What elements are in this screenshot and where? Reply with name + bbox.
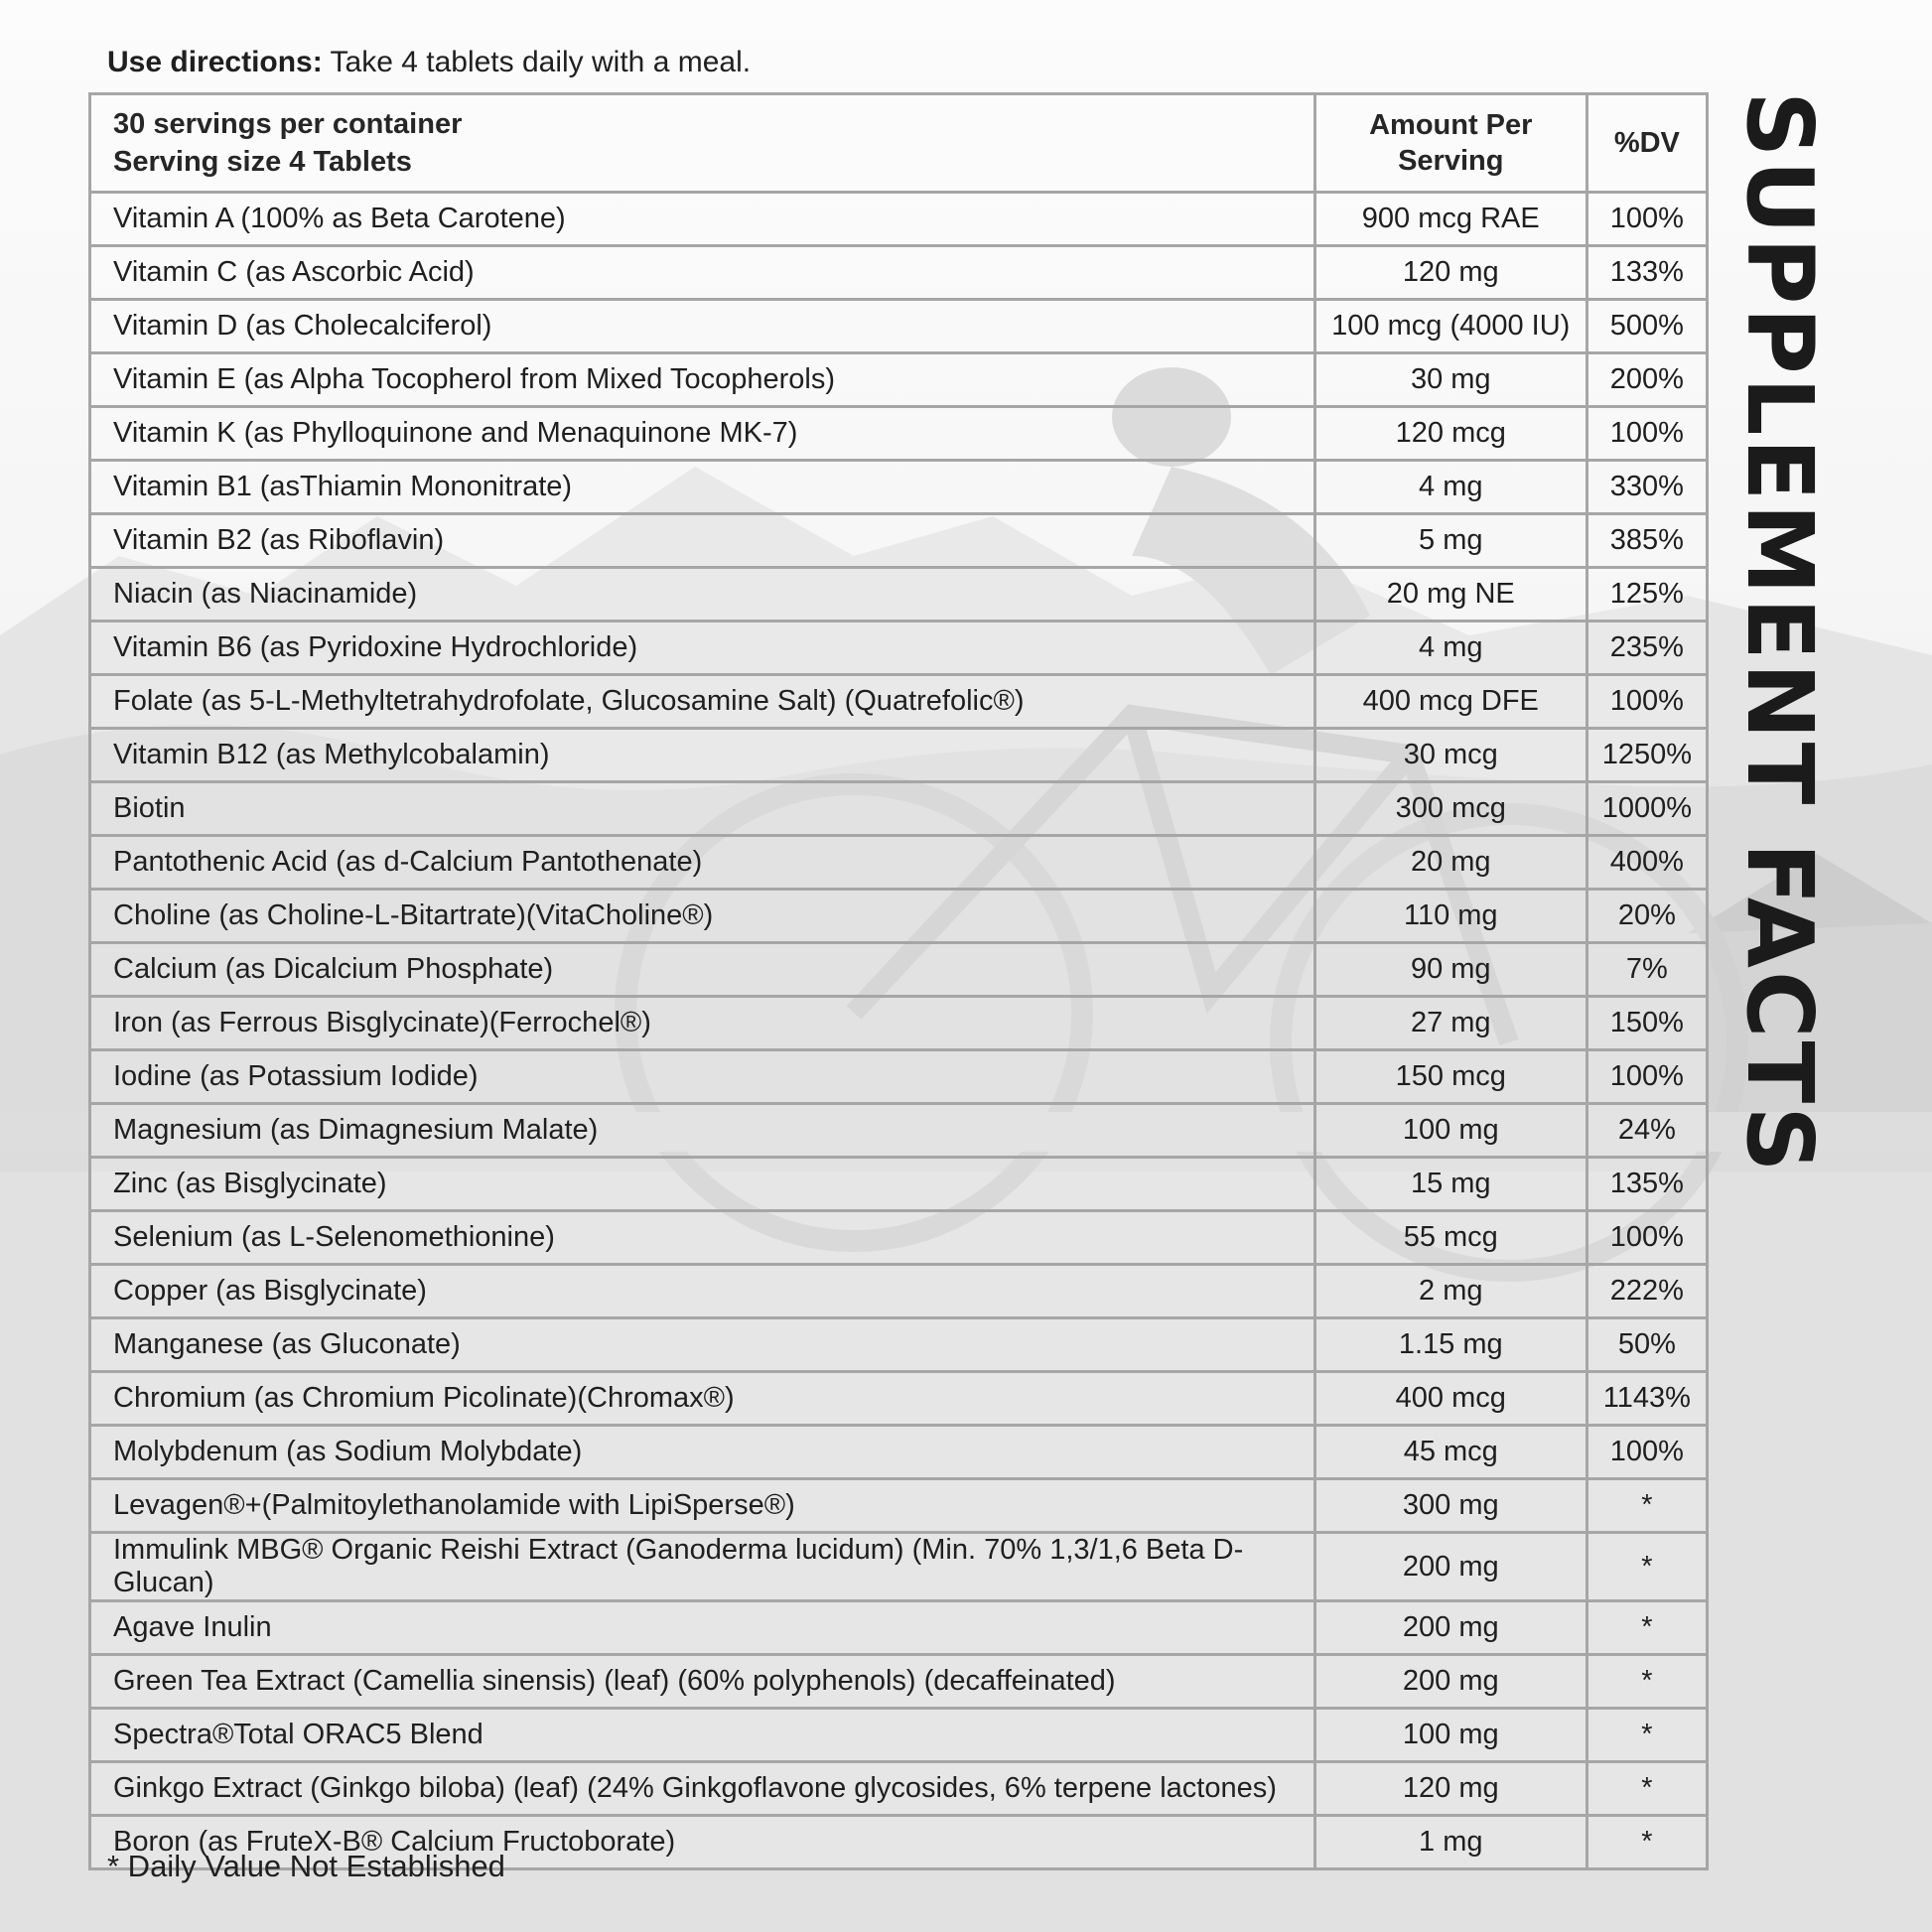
table-row bbox=[90, 1709, 1708, 1762]
daily-value: 1250% bbox=[1587, 729, 1707, 782]
nutrient-name: Selenium (as L-Selenomethionine) bbox=[90, 1211, 1315, 1265]
table-row bbox=[90, 1533, 1708, 1601]
table-row bbox=[90, 1762, 1708, 1816]
table-row bbox=[90, 675, 1708, 729]
nutrient-name: Chromium (as Chromium Picolinate)(Chromax®) bbox=[90, 1372, 1315, 1426]
table-row bbox=[90, 1601, 1708, 1655]
table-row bbox=[90, 1050, 1708, 1104]
amount-per-serving: 90 mg bbox=[1314, 943, 1587, 997]
daily-value: * bbox=[1587, 1479, 1707, 1533]
daily-value: 100% bbox=[1587, 1050, 1707, 1104]
nutrient-name: Vitamin E (as Alpha Tocopherol from Mixed Tocopherols) bbox=[90, 353, 1315, 407]
nutrient-name: Calcium (as Dicalcium Phosphate) bbox=[90, 943, 1315, 997]
use-directions-text: Take 4 tablets daily with a meal. bbox=[322, 46, 752, 78]
table-row bbox=[90, 568, 1708, 621]
facts-table-body bbox=[90, 193, 1708, 1869]
amount-per-serving: 1 mg bbox=[1314, 1816, 1587, 1869]
daily-value: 100% bbox=[1587, 407, 1707, 461]
amount-per-serving: 400 mcg DFE bbox=[1314, 675, 1587, 729]
nutrient-name: Vitamin D (as Cholecalciferol) bbox=[90, 300, 1315, 353]
amount-per-serving: 20 mg NE bbox=[1314, 568, 1587, 621]
amount-per-serving: 400 mcg bbox=[1314, 1372, 1587, 1426]
nutrient-name: Levagen®+(Palmitoylethanolamide with LipiSperse®) bbox=[90, 1479, 1315, 1533]
table-row bbox=[90, 943, 1708, 997]
nutrient-name: Spectra®Total ORAC5 Blend bbox=[90, 1709, 1315, 1762]
amount-per-serving: 4 mg bbox=[1314, 461, 1587, 514]
nutrient-name: Vitamin A (100% as Beta Carotene) bbox=[90, 193, 1315, 246]
nutrient-name: Folate (as 5-L-Methyltetrahydrofolate, Glucosamine Salt) (Quatrefolic®) bbox=[90, 675, 1315, 729]
amount-per-serving: 100 mg bbox=[1314, 1104, 1587, 1158]
daily-value: 222% bbox=[1587, 1265, 1707, 1318]
supplement-facts-table bbox=[88, 92, 1709, 1870]
daily-value: 100% bbox=[1587, 1211, 1707, 1265]
daily-value: 135% bbox=[1587, 1158, 1707, 1211]
table-row bbox=[90, 997, 1708, 1050]
amount-per-serving: 200 mg bbox=[1314, 1533, 1587, 1601]
daily-value: * bbox=[1587, 1816, 1707, 1869]
daily-value: 50% bbox=[1587, 1318, 1707, 1372]
table-row bbox=[90, 890, 1708, 943]
amount-per-serving: 120 mcg bbox=[1314, 407, 1587, 461]
amount-per-serving: 300 mcg bbox=[1314, 782, 1587, 836]
daily-value: * bbox=[1587, 1762, 1707, 1816]
daily-value: * bbox=[1587, 1601, 1707, 1655]
nutrient-name: Magnesium (as Dimagnesium Malate) bbox=[90, 1104, 1315, 1158]
daily-value: 100% bbox=[1587, 193, 1707, 246]
amount-per-serving: 55 mcg bbox=[1314, 1211, 1587, 1265]
nutrient-name: Vitamin B12 (as Methylcobalamin) bbox=[90, 729, 1315, 782]
daily-value: 200% bbox=[1587, 353, 1707, 407]
table-header-row bbox=[90, 94, 1708, 193]
daily-value: 400% bbox=[1587, 836, 1707, 890]
nutrient-name: Zinc (as Bisglycinate) bbox=[90, 1158, 1315, 1211]
amount-per-serving: 30 mg bbox=[1314, 353, 1587, 407]
nutrient-name: Choline (as Choline-L-Bitartrate)(VitaCholine®) bbox=[90, 890, 1315, 943]
nutrient-name: Iron (as Ferrous Bisglycinate)(Ferrochel®) bbox=[90, 997, 1315, 1050]
amount-per-serving: 2 mg bbox=[1314, 1265, 1587, 1318]
daily-value: 100% bbox=[1587, 675, 1707, 729]
table-row bbox=[90, 621, 1708, 675]
nutrient-name: Green Tea Extract (Camellia sinensis) (leaf) (60% polyphenols) (decaffeinated) bbox=[90, 1655, 1315, 1709]
table-row bbox=[90, 1372, 1708, 1426]
table-row bbox=[90, 300, 1708, 353]
nutrient-name: Vitamin C (as Ascorbic Acid) bbox=[90, 246, 1315, 300]
nutrient-name: Boron (as FruteX-B® Calcium Fructoborate) bbox=[90, 1816, 1315, 1869]
table-row bbox=[90, 1426, 1708, 1479]
nutrient-name: Ginkgo Extract (Ginkgo biloba) (leaf) (24% Ginkgoflavone glycosides, 6% terpene lactones) bbox=[90, 1762, 1315, 1816]
table-row bbox=[90, 1158, 1708, 1211]
nutrient-name: Vitamin B6 (as Pyridoxine Hydrochloride) bbox=[90, 621, 1315, 675]
table-row bbox=[90, 1211, 1708, 1265]
amount-per-serving: 100 mcg (4000 IU) bbox=[1314, 300, 1587, 353]
servings-per-container: 30 servings per container bbox=[113, 108, 463, 140]
amount-per-serving: 100 mg bbox=[1314, 1709, 1587, 1762]
daily-value: 235% bbox=[1587, 621, 1707, 675]
daily-value: 330% bbox=[1587, 461, 1707, 514]
daily-value: 7% bbox=[1587, 943, 1707, 997]
amount-per-serving: 120 mg bbox=[1314, 1762, 1587, 1816]
daily-value: 100% bbox=[1587, 1426, 1707, 1479]
nutrient-name: Vitamin B2 (as Riboflavin) bbox=[90, 514, 1315, 568]
nutrient-name: Vitamin K (as Phylloquinone and Menaquinone MK-7) bbox=[90, 407, 1315, 461]
amount-per-serving: 1.15 mg bbox=[1314, 1318, 1587, 1372]
nutrient-name: Pantothenic Acid (as d-Calcium Pantothenate) bbox=[90, 836, 1315, 890]
table-row bbox=[90, 353, 1708, 407]
table-row bbox=[90, 514, 1708, 568]
amount-header-line2: Serving bbox=[1398, 145, 1504, 177]
footnote: * Daily Value Not Established bbox=[107, 1849, 505, 1883]
daily-value: 385% bbox=[1587, 514, 1707, 568]
amount-per-serving: 27 mg bbox=[1314, 997, 1587, 1050]
amount-per-serving: 120 mg bbox=[1314, 246, 1587, 300]
nutrient-name: Biotin bbox=[90, 782, 1315, 836]
nutrient-name: Agave Inulin bbox=[90, 1601, 1315, 1655]
amount-per-serving: 150 mcg bbox=[1314, 1050, 1587, 1104]
daily-value: 500% bbox=[1587, 300, 1707, 353]
daily-value: * bbox=[1587, 1533, 1707, 1601]
daily-value: 24% bbox=[1587, 1104, 1707, 1158]
use-directions bbox=[107, 46, 751, 79]
amount-per-serving: 30 mcg bbox=[1314, 729, 1587, 782]
nutrient-name: Molybdenum (as Sodium Molybdate) bbox=[90, 1426, 1315, 1479]
nutrient-name: Niacin (as Niacinamide) bbox=[90, 568, 1315, 621]
table-row bbox=[90, 729, 1708, 782]
daily-value: 1143% bbox=[1587, 1372, 1707, 1426]
amount-per-serving: 45 mcg bbox=[1314, 1426, 1587, 1479]
servings-header-cell bbox=[90, 94, 1315, 193]
table-row bbox=[90, 1479, 1708, 1533]
table-row bbox=[90, 836, 1708, 890]
amount-header-line1: Amount Per bbox=[1369, 109, 1533, 141]
table-row bbox=[90, 1655, 1708, 1709]
daily-value: 150% bbox=[1587, 997, 1707, 1050]
amount-per-serving: 900 mcg RAE bbox=[1314, 193, 1587, 246]
serving-size: Serving size 4 Tablets bbox=[113, 146, 412, 178]
nutrient-name: Immulink MBG® Organic Reishi Extract (Ganoderma lucidum) (Min. 70% 1,3/1,6 Beta D-Glucan) bbox=[90, 1533, 1315, 1601]
amount-per-serving: 4 mg bbox=[1314, 621, 1587, 675]
table-row bbox=[90, 246, 1708, 300]
table-row bbox=[90, 461, 1708, 514]
table-row bbox=[90, 407, 1708, 461]
daily-value: 133% bbox=[1587, 246, 1707, 300]
daily-value: * bbox=[1587, 1655, 1707, 1709]
nutrient-name: Iodine (as Potassium Iodide) bbox=[90, 1050, 1315, 1104]
amount-per-serving: 15 mg bbox=[1314, 1158, 1587, 1211]
dv-header-cell: %DV bbox=[1587, 94, 1707, 193]
amount-per-serving: 200 mg bbox=[1314, 1655, 1587, 1709]
supplement-facts-title: SUPPLEMENT FACTS bbox=[1726, 91, 1833, 1175]
daily-value: 20% bbox=[1587, 890, 1707, 943]
nutrient-name: Manganese (as Gluconate) bbox=[90, 1318, 1315, 1372]
nutrient-name: Vitamin B1 (asThiamin Mononitrate) bbox=[90, 461, 1315, 514]
daily-value: 1000% bbox=[1587, 782, 1707, 836]
table-row bbox=[90, 193, 1708, 246]
amount-per-serving: 300 mg bbox=[1314, 1479, 1587, 1533]
table-row bbox=[90, 782, 1708, 836]
table-row bbox=[90, 1104, 1708, 1158]
amount-per-serving: 5 mg bbox=[1314, 514, 1587, 568]
use-directions-label: Use directions: bbox=[107, 46, 323, 78]
amount-per-serving: 110 mg bbox=[1314, 890, 1587, 943]
amount-per-serving: 200 mg bbox=[1314, 1601, 1587, 1655]
amount-header-cell bbox=[1314, 94, 1587, 193]
daily-value: 125% bbox=[1587, 568, 1707, 621]
amount-per-serving: 20 mg bbox=[1314, 836, 1587, 890]
side-title-container bbox=[1726, 91, 1833, 1175]
table-row bbox=[90, 1318, 1708, 1372]
table-row bbox=[90, 1265, 1708, 1318]
daily-value: * bbox=[1587, 1709, 1707, 1762]
nutrient-name: Copper (as Bisglycinate) bbox=[90, 1265, 1315, 1318]
